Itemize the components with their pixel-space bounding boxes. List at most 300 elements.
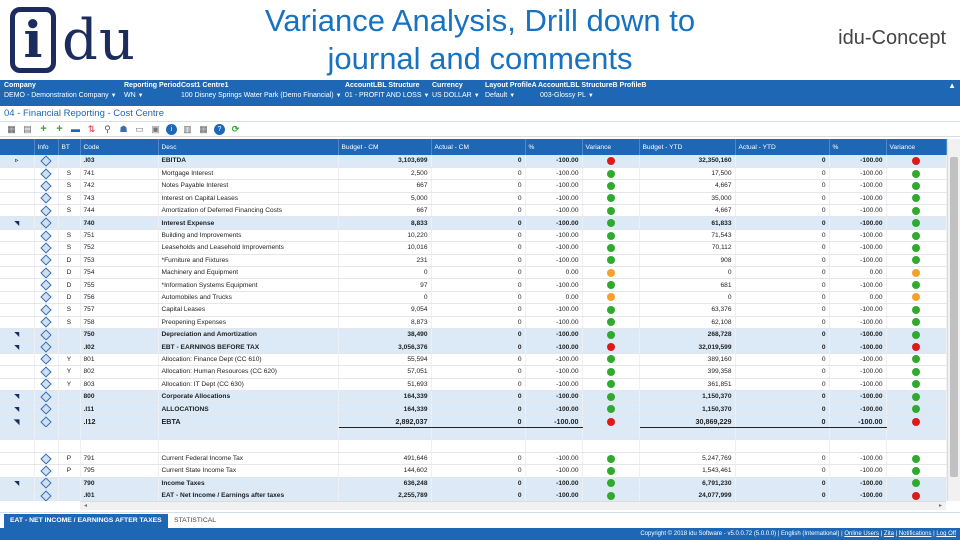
filter-cost-centre[interactable] <box>181 82 342 99</box>
table-row[interactable] <box>0 440 946 452</box>
filter-layout-profile[interactable] <box>485 82 537 99</box>
table-row[interactable] <box>0 254 946 266</box>
budget-cm-column-header[interactable]: Budget - CM <box>338 139 431 155</box>
drill-down-icon[interactable] <box>40 453 51 464</box>
drill-down-icon[interactable] <box>40 341 51 352</box>
info-cell[interactable] <box>34 452 58 464</box>
status-indicator-icon[interactable] <box>912 170 920 178</box>
expand-toggle-icon[interactable] <box>0 229 34 241</box>
status-indicator-icon[interactable] <box>607 467 615 475</box>
code-cell[interactable]: .I11 <box>80 403 158 415</box>
info-cell[interactable] <box>34 254 58 266</box>
status-indicator-icon[interactable] <box>607 479 615 487</box>
actual-cm-cell[interactable]: 0 <box>431 403 525 415</box>
variance-cm-cell[interactable] <box>582 452 639 464</box>
budget-ytd-column-header[interactable]: Budget - YTD <box>639 139 735 155</box>
status-indicator-icon[interactable] <box>912 207 920 215</box>
info-cell[interactable] <box>34 465 58 477</box>
table-row[interactable] <box>0 341 946 353</box>
vertical-scrollbar[interactable] <box>947 139 960 501</box>
info-cell[interactable] <box>34 341 58 353</box>
code-cell[interactable]: 755 <box>80 279 158 291</box>
code-cell[interactable]: 756 <box>80 291 158 303</box>
code-cell[interactable]: 803 <box>80 378 158 390</box>
actual-cm-cell[interactable]: 0 <box>431 180 525 192</box>
variance-ytd-cell[interactable] <box>886 465 946 477</box>
table-row[interactable] <box>0 242 946 254</box>
variance-cm-cell[interactable] <box>582 167 639 179</box>
drill-down-icon[interactable] <box>40 391 51 402</box>
status-indicator-icon[interactable] <box>912 455 920 463</box>
actual-ytd-cell[interactable]: 0 <box>735 267 829 279</box>
actual-cm-cell[interactable]: 0 <box>431 490 525 501</box>
table-row[interactable] <box>0 328 946 340</box>
actual-cm-cell[interactable]: 0 <box>431 316 525 328</box>
variance-ytd-cell[interactable] <box>886 217 946 229</box>
variance-ytd-cell[interactable] <box>886 192 946 204</box>
info-cell[interactable] <box>34 229 58 241</box>
status-indicator-icon[interactable] <box>607 306 615 314</box>
drill-down-icon[interactable] <box>40 403 51 414</box>
status-indicator-icon[interactable] <box>607 293 615 301</box>
expand-toggle-icon[interactable] <box>0 304 34 316</box>
table-row[interactable] <box>0 155 946 167</box>
status-indicator-icon[interactable] <box>912 256 920 264</box>
table-row[interactable] <box>0 167 946 179</box>
info-cell[interactable] <box>34 155 58 167</box>
variance-cm-column-header[interactable]: Variance <box>582 139 639 155</box>
info-cell[interactable] <box>34 267 58 279</box>
refresh-icon[interactable]: ⟳ <box>231 123 240 134</box>
bt-column-header[interactable]: BT <box>58 139 80 155</box>
expand-toggle-icon[interactable] <box>0 180 34 192</box>
variance-ytd-cell[interactable] <box>886 341 946 353</box>
filter-value[interactable]: US DOLLAR ▼ <box>432 92 480 99</box>
info-cell[interactable] <box>34 378 58 390</box>
expand-toggle-icon[interactable] <box>0 291 34 303</box>
table-row[interactable] <box>0 378 946 390</box>
status-indicator-icon[interactable] <box>607 318 615 326</box>
actual-ytd-cell[interactable]: 0 <box>735 415 829 427</box>
status-indicator-icon[interactable] <box>912 232 920 240</box>
actual-cm-cell[interactable]: 0 <box>431 328 525 340</box>
variance-ytd-cell[interactable] <box>886 180 946 192</box>
status-indicator-icon[interactable] <box>912 467 920 475</box>
table-row[interactable] <box>0 192 946 204</box>
status-indicator-icon[interactable] <box>912 182 920 190</box>
drill-down-icon[interactable] <box>40 267 51 278</box>
variance-cm-cell[interactable] <box>582 477 639 489</box>
table-row[interactable] <box>0 366 946 378</box>
drill-down-icon[interactable] <box>40 465 51 476</box>
code-cell[interactable]: 753 <box>80 254 158 266</box>
actual-ytd-column-header[interactable]: Actual - YTD <box>735 139 829 155</box>
actual-cm-cell[interactable]: 0 <box>431 452 525 464</box>
variance-cm-cell[interactable] <box>582 242 639 254</box>
expand-toggle-icon[interactable] <box>0 490 34 501</box>
expand-toggle-icon[interactable]: ◥ <box>0 217 34 229</box>
actual-cm-cell[interactable]: 0 <box>431 390 525 402</box>
code-cell[interactable]: 758 <box>80 316 158 328</box>
status-indicator-icon[interactable] <box>607 368 615 376</box>
remove-icon[interactable]: ▬ <box>71 123 80 134</box>
drill-down-icon[interactable] <box>40 242 51 253</box>
table-row[interactable] <box>0 180 946 192</box>
drill-down-icon[interactable] <box>40 168 51 179</box>
actual-cm-cell[interactable]: 0 <box>431 254 525 266</box>
table-row[interactable] <box>0 428 946 440</box>
status-indicator-icon[interactable] <box>607 157 615 165</box>
variance-ytd-cell[interactable] <box>886 415 946 427</box>
actual-ytd-cell[interactable]: 0 <box>735 291 829 303</box>
actual-ytd-cell[interactable]: 0 <box>735 180 829 192</box>
tab-eat[interactable]: EAT - NET INCOME / EARNINGS AFTER TAXES <box>4 514 168 528</box>
variance-ytd-cell[interactable] <box>886 167 946 179</box>
code-cell[interactable]: 752 <box>80 242 158 254</box>
status-indicator-icon[interactable] <box>607 418 615 426</box>
drill-down-icon[interactable] <box>40 354 51 365</box>
table-row[interactable] <box>0 316 946 328</box>
columns-icon[interactable]: ▥ <box>183 123 192 134</box>
variance-cm-cell[interactable] <box>582 316 639 328</box>
variance-ytd-cell[interactable] <box>886 205 946 217</box>
variance-cm-cell[interactable] <box>582 328 639 340</box>
table-row[interactable] <box>0 353 946 365</box>
actual-cm-cell[interactable]: 0 <box>431 415 525 427</box>
drill-down-icon[interactable] <box>40 317 51 328</box>
info-cell[interactable] <box>34 490 58 501</box>
status-indicator-icon[interactable] <box>912 219 920 227</box>
info-column-header[interactable]: Info <box>34 139 58 155</box>
filter-value[interactable]: WN ▼ <box>124 92 144 99</box>
notifications-link[interactable]: Notifications <box>898 531 932 537</box>
drill-down-icon[interactable] <box>40 478 51 489</box>
document-icon[interactable]: ▤ <box>23 123 32 134</box>
info-cell[interactable] <box>34 304 58 316</box>
status-indicator-icon[interactable] <box>912 318 920 326</box>
status-indicator-icon[interactable] <box>607 331 615 339</box>
code-cell[interactable]: 754 <box>80 267 158 279</box>
status-indicator-icon[interactable] <box>912 194 920 202</box>
tab-statistical[interactable]: STATISTICAL <box>174 517 217 524</box>
add-green-icon[interactable]: + <box>40 122 47 135</box>
variance-ytd-cell[interactable] <box>886 353 946 365</box>
info-cell[interactable] <box>34 316 58 328</box>
code-cell[interactable]: 740 <box>80 217 158 229</box>
code-cell[interactable]: .I01 <box>80 490 158 501</box>
expand-toggle-icon[interactable] <box>0 205 34 217</box>
info-cell[interactable] <box>34 366 58 378</box>
actual-ytd-cell[interactable]: 0 <box>735 242 829 254</box>
folder-icon[interactable]: ▭ <box>135 123 144 134</box>
status-indicator-icon[interactable] <box>607 232 615 240</box>
actual-ytd-cell[interactable]: 0 <box>735 465 829 477</box>
expand-toggle-icon[interactable] <box>0 192 34 204</box>
variance-cm-cell[interactable] <box>582 254 639 266</box>
expand-toggle-icon[interactable] <box>0 279 34 291</box>
variance-ytd-cell[interactable] <box>886 378 946 390</box>
code-cell[interactable]: 791 <box>80 452 158 464</box>
variance-ytd-cell[interactable] <box>886 490 946 501</box>
user-icon[interactable]: ☗ <box>119 123 128 134</box>
table-row[interactable] <box>0 217 946 229</box>
variance-ytd-cell[interactable] <box>886 291 946 303</box>
status-indicator-icon[interactable] <box>912 405 920 413</box>
variance-cm-cell[interactable] <box>582 403 639 415</box>
code-cell[interactable]: 744 <box>80 205 158 217</box>
code-cell[interactable]: 741 <box>80 167 158 179</box>
code-cell[interactable]: 800 <box>80 390 158 402</box>
info-cell[interactable] <box>34 167 58 179</box>
status-indicator-icon[interactable] <box>607 219 615 227</box>
expand-toggle-icon[interactable]: ◥ <box>0 403 34 415</box>
variance-ytd-cell[interactable] <box>886 254 946 266</box>
grid-icon[interactable]: ▦ <box>7 123 16 134</box>
code-cell[interactable]: 742 <box>80 180 158 192</box>
pct-ytd-column-header[interactable]: % <box>829 139 886 155</box>
drill-down-icon[interactable] <box>40 490 51 501</box>
variance-ytd-column-header[interactable]: Variance <box>886 139 946 155</box>
actual-cm-cell[interactable]: 0 <box>431 242 525 254</box>
table-row[interactable] <box>0 229 946 241</box>
actual-cm-column-header[interactable]: Actual - CM <box>431 139 525 155</box>
drill-down-icon[interactable] <box>40 292 51 303</box>
variance-ytd-cell[interactable] <box>886 155 946 167</box>
actual-ytd-cell[interactable]: 0 <box>735 279 829 291</box>
drill-down-icon[interactable] <box>40 279 51 290</box>
variance-cm-cell[interactable] <box>582 353 639 365</box>
actual-cm-cell[interactable]: 0 <box>431 155 525 167</box>
filter-company[interactable] <box>4 82 117 99</box>
status-indicator-icon[interactable] <box>912 244 920 252</box>
drill-down-icon[interactable] <box>40 304 51 315</box>
status-indicator-icon[interactable] <box>912 380 920 388</box>
expand-toggle-icon[interactable]: ◥ <box>0 328 34 340</box>
actual-ytd-cell[interactable]: 0 <box>735 490 829 501</box>
table-row[interactable] <box>0 415 946 427</box>
zita-link[interactable]: Zita <box>883 531 894 537</box>
expand-toggle-icon[interactable]: ◥ <box>0 390 34 402</box>
collapse-filters-icon[interactable]: ▲ <box>948 81 956 90</box>
table-row[interactable] <box>0 403 946 415</box>
variance-cm-cell[interactable] <box>582 390 639 402</box>
variance-cm-cell[interactable] <box>582 279 639 291</box>
status-indicator-icon[interactable] <box>912 479 920 487</box>
table-row[interactable] <box>0 304 946 316</box>
code-cell[interactable]: 757 <box>80 304 158 316</box>
status-indicator-icon[interactable] <box>607 380 615 388</box>
filter-value[interactable]: Default ▼ <box>485 92 516 99</box>
actual-ytd-cell[interactable]: 0 <box>735 366 829 378</box>
status-indicator-icon[interactable] <box>607 182 615 190</box>
status-indicator-icon[interactable] <box>912 269 920 277</box>
status-indicator-icon[interactable] <box>607 244 615 252</box>
variance-ytd-cell[interactable] <box>886 229 946 241</box>
info-cell[interactable] <box>34 205 58 217</box>
variance-ytd-cell[interactable] <box>886 403 946 415</box>
actual-cm-cell[interactable]: 0 <box>431 304 525 316</box>
variance-cm-cell[interactable] <box>582 267 639 279</box>
expand-toggle-icon[interactable] <box>0 267 34 279</box>
actual-cm-cell[interactable]: 0 <box>431 205 525 217</box>
filter-reporting-period[interactable] <box>124 82 181 99</box>
info-cell[interactable] <box>34 390 58 402</box>
actual-ytd-cell[interactable]: 0 <box>735 167 829 179</box>
expand-toggle-icon[interactable] <box>0 366 34 378</box>
status-indicator-icon[interactable] <box>912 343 920 351</box>
status-indicator-icon[interactable] <box>607 194 615 202</box>
info-cell[interactable] <box>34 192 58 204</box>
actual-ytd-cell[interactable]: 0 <box>735 477 829 489</box>
filter-account-structure[interactable] <box>345 82 429 99</box>
variance-ytd-cell[interactable] <box>886 316 946 328</box>
actual-cm-cell[interactable]: 0 <box>431 378 525 390</box>
table-row[interactable] <box>0 465 946 477</box>
status-indicator-icon[interactable] <box>912 368 920 376</box>
code-cell[interactable]: 751 <box>80 229 158 241</box>
scroll-thumb[interactable] <box>950 157 958 477</box>
actual-ytd-cell[interactable]: 0 <box>735 217 829 229</box>
variance-ytd-cell[interactable] <box>886 477 946 489</box>
pct-cm-column-header[interactable]: % <box>525 139 582 155</box>
code-cell[interactable]: 750 <box>80 328 158 340</box>
info-cell[interactable] <box>34 403 58 415</box>
status-indicator-icon[interactable] <box>607 455 615 463</box>
actual-ytd-cell[interactable]: 0 <box>735 378 829 390</box>
variance-cm-cell[interactable] <box>582 304 639 316</box>
drill-down-icon[interactable] <box>40 180 51 191</box>
variance-ytd-cell[interactable] <box>886 279 946 291</box>
expand-toggle-icon[interactable] <box>0 452 34 464</box>
expand-toggle-icon[interactable]: ◥ <box>0 415 34 427</box>
actual-ytd-cell[interactable]: 0 <box>735 254 829 266</box>
actual-cm-cell[interactable]: 0 <box>431 341 525 353</box>
drill-down-icon[interactable] <box>40 193 51 204</box>
expand-column-header[interactable] <box>0 139 34 155</box>
actual-ytd-cell[interactable]: 0 <box>735 452 829 464</box>
actual-ytd-cell[interactable]: 0 <box>735 328 829 340</box>
filter-currency[interactable] <box>432 82 480 99</box>
actual-ytd-cell[interactable]: 0 <box>735 205 829 217</box>
code-cell[interactable]: 802 <box>80 366 158 378</box>
variance-cm-cell[interactable] <box>582 180 639 192</box>
status-indicator-icon[interactable] <box>607 355 615 363</box>
actual-ytd-cell[interactable]: 0 <box>735 229 829 241</box>
info-cell[interactable] <box>34 415 58 427</box>
info-cell[interactable] <box>34 217 58 229</box>
table-row[interactable] <box>0 452 946 464</box>
calendar-icon[interactable]: ▦ <box>199 123 208 134</box>
table-row[interactable] <box>0 291 946 303</box>
expand-toggle-icon[interactable] <box>0 378 34 390</box>
code-cell[interactable]: .I12 <box>80 415 158 427</box>
status-indicator-icon[interactable] <box>607 393 615 401</box>
drill-down-icon[interactable] <box>40 155 51 166</box>
code-cell[interactable]: 795 <box>80 465 158 477</box>
status-indicator-icon[interactable] <box>607 405 615 413</box>
actual-cm-cell[interactable]: 0 <box>431 465 525 477</box>
variance-cm-cell[interactable] <box>582 205 639 217</box>
variance-cm-cell[interactable] <box>582 291 639 303</box>
code-column-header[interactable]: Code <box>80 139 158 155</box>
info-icon[interactable]: i <box>166 124 177 135</box>
status-indicator-icon[interactable] <box>912 418 920 426</box>
actual-ytd-cell[interactable]: 0 <box>735 390 829 402</box>
variance-ytd-cell[interactable] <box>886 242 946 254</box>
status-indicator-icon[interactable] <box>912 306 920 314</box>
drill-down-icon[interactable] <box>40 255 51 266</box>
status-indicator-icon[interactable] <box>607 256 615 264</box>
filter-value[interactable]: DEMO - Demonstration Company ▼ <box>4 92 117 99</box>
actual-cm-cell[interactable]: 0 <box>431 366 525 378</box>
code-cell[interactable]: 801 <box>80 353 158 365</box>
status-indicator-icon[interactable] <box>607 269 615 277</box>
variance-cm-cell[interactable] <box>582 490 639 501</box>
expand-toggle-icon[interactable] <box>0 242 34 254</box>
expand-toggle-icon[interactable]: ◥ <box>0 341 34 353</box>
drill-down-icon[interactable] <box>40 230 51 241</box>
variance-cm-cell[interactable] <box>582 366 639 378</box>
info-cell[interactable] <box>34 180 58 192</box>
status-indicator-icon[interactable] <box>912 293 920 301</box>
filter-structure-profile[interactable] <box>538 82 646 99</box>
status-indicator-icon[interactable] <box>607 281 615 289</box>
status-indicator-icon[interactable] <box>607 492 615 500</box>
info-cell[interactable] <box>34 328 58 340</box>
drill-down-icon[interactable] <box>40 205 51 216</box>
actual-cm-cell[interactable]: 0 <box>431 353 525 365</box>
variance-cm-cell[interactable] <box>582 192 639 204</box>
drill-down-icon[interactable] <box>40 416 51 427</box>
variance-cm-cell[interactable] <box>582 465 639 477</box>
variance-cm-cell[interactable] <box>582 378 639 390</box>
status-indicator-icon[interactable] <box>912 355 920 363</box>
table-row[interactable] <box>0 267 946 279</box>
horizontal-scrollbar[interactable] <box>80 501 946 510</box>
search-icon[interactable]: ⚲ <box>104 123 111 134</box>
actual-ytd-cell[interactable]: 0 <box>735 304 829 316</box>
actual-cm-cell[interactable]: 0 <box>431 267 525 279</box>
info-cell[interactable] <box>34 477 58 489</box>
log-off-link[interactable]: Log Off <box>936 531 956 537</box>
code-cell[interactable]: 790 <box>80 477 158 489</box>
table-row[interactable] <box>0 477 946 489</box>
table-row[interactable] <box>0 490 946 501</box>
actual-ytd-cell[interactable]: 0 <box>735 341 829 353</box>
variance-ytd-cell[interactable] <box>886 390 946 402</box>
actual-cm-cell[interactable]: 0 <box>431 279 525 291</box>
actual-ytd-cell[interactable]: 0 <box>735 353 829 365</box>
filter-value[interactable]: 100 Disney Springs Water Park (Demo Financial) ▼ <box>181 92 342 99</box>
drill-down-icon[interactable] <box>40 366 51 377</box>
status-indicator-icon[interactable] <box>912 331 920 339</box>
info-cell[interactable] <box>34 353 58 365</box>
status-indicator-icon[interactable] <box>607 343 615 351</box>
variance-cm-cell[interactable] <box>582 229 639 241</box>
info-cell[interactable] <box>34 242 58 254</box>
desc-column-header[interactable]: Desc <box>158 139 338 155</box>
actual-cm-cell[interactable]: 0 <box>431 477 525 489</box>
variance-ytd-cell[interactable] <box>886 267 946 279</box>
status-indicator-icon[interactable] <box>912 393 920 401</box>
expand-toggle-icon[interactable] <box>0 353 34 365</box>
sort-icon[interactable]: ⇅ <box>87 123 96 134</box>
variance-ytd-cell[interactable] <box>886 366 946 378</box>
table-row[interactable] <box>0 390 946 402</box>
status-indicator-icon[interactable] <box>912 157 920 165</box>
drill-down-icon[interactable] <box>40 379 51 390</box>
actual-cm-cell[interactable]: 0 <box>431 291 525 303</box>
